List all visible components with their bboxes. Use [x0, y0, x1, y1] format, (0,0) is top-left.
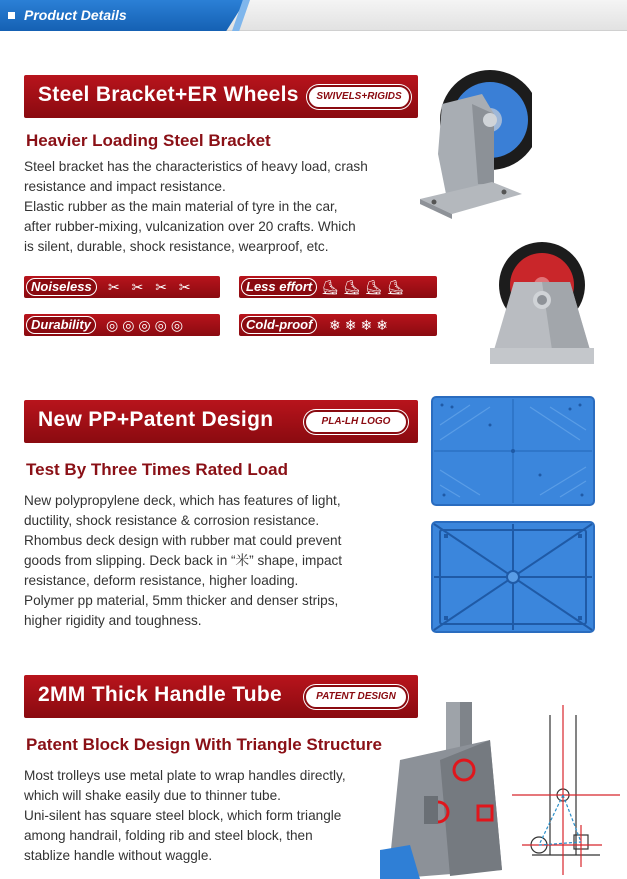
- snowflake-icon: ❄❄❄❄: [329, 317, 392, 333]
- text-line: Steel bracket has the characteristics of heavy load, crash: [24, 159, 368, 174]
- bullet-icon: [8, 12, 15, 19]
- text-line: which will shake easily due to thinner tube.: [24, 788, 281, 803]
- deck-top-image: [430, 395, 596, 507]
- swivel-caster-image: [412, 64, 532, 224]
- text-line: resistance, deform resistance, higher loading.: [24, 573, 299, 588]
- feature-label: Cold-proof: [241, 316, 317, 334]
- section-banner-deck: [24, 400, 418, 443]
- text-line: Rhombus deck design with rubber mat could prevent: [24, 533, 342, 548]
- section-description: [24, 766, 346, 866]
- banner-badge: SWIVELS+RIGIDS: [307, 85, 411, 109]
- page-title: Product Details: [24, 7, 127, 23]
- banner-title: Steel Bracket+ER Wheels: [38, 83, 299, 106]
- text-line: resistance and impact resistance.: [24, 179, 226, 194]
- text-line: Elastic rubber as the main material of tyre in the car,: [24, 199, 338, 214]
- feature-label: Noiseless: [26, 278, 97, 296]
- text-line: Uni-silent has square steel block, which form triangle: [24, 808, 342, 823]
- feature-less-effort: [239, 276, 437, 298]
- feature-label: Less effort: [241, 278, 317, 296]
- text-line: New polypropylene deck, which has features of light,: [24, 493, 341, 508]
- text-line: ductility, shock resistance & corrosion resistance.: [24, 513, 320, 528]
- noiseless-icon: ✂ ✂ ✂ ✂: [108, 279, 195, 295]
- feature-durability: [24, 314, 220, 336]
- handle-diagram: [512, 705, 620, 875]
- banner-title: 2MM Thick Handle Tube: [38, 683, 282, 706]
- deck-bottom-image: [430, 520, 596, 634]
- section-subhead: Patent Block Design With Triangle Structure: [26, 735, 382, 754]
- text-line: is silent, durable, shock resistance, wearproof, etc.: [24, 239, 329, 254]
- effort-icon: ⛸⛸⛸⛸: [321, 279, 409, 295]
- rigid-caster-image: [486, 240, 598, 370]
- feature-label: Durability: [26, 316, 96, 334]
- text-line: after rubber-mixing, vulcanization over 20 crafts. Which: [24, 219, 356, 234]
- section-description: [24, 157, 368, 257]
- feature-noiseless: [24, 276, 220, 298]
- banner-title: New PP+Patent Design: [38, 408, 274, 431]
- handle-block-image: [380, 700, 505, 879]
- section-subhead: Test By Three Times Rated Load: [26, 460, 288, 479]
- text-line: Most trolleys use metal plate to wrap handles directly,: [24, 768, 346, 783]
- durability-icon: ◎◎◎◎◎: [106, 317, 188, 333]
- section-banner-wheels: [24, 75, 418, 118]
- banner-badge: PLA-LH LOGO: [304, 410, 408, 434]
- text-line: among handrail, folding rib and steel block, then: [24, 828, 313, 843]
- feature-cold-proof: [239, 314, 437, 336]
- section-description: [24, 491, 342, 631]
- text-line: Polymer pp material, 5mm thicker and denser strips,: [24, 593, 339, 608]
- banner-badge: PATENT DESIGN: [304, 685, 408, 709]
- section-banner-handle: [24, 675, 418, 718]
- section-subhead: Heavier Loading Steel Bracket: [26, 131, 271, 150]
- text-line: goods from slipping. Deck back in “米” shape, impact: [24, 553, 343, 568]
- text-line: higher rigidity and toughness.: [24, 613, 202, 628]
- text-line: stablize handle without waggle.: [24, 848, 213, 863]
